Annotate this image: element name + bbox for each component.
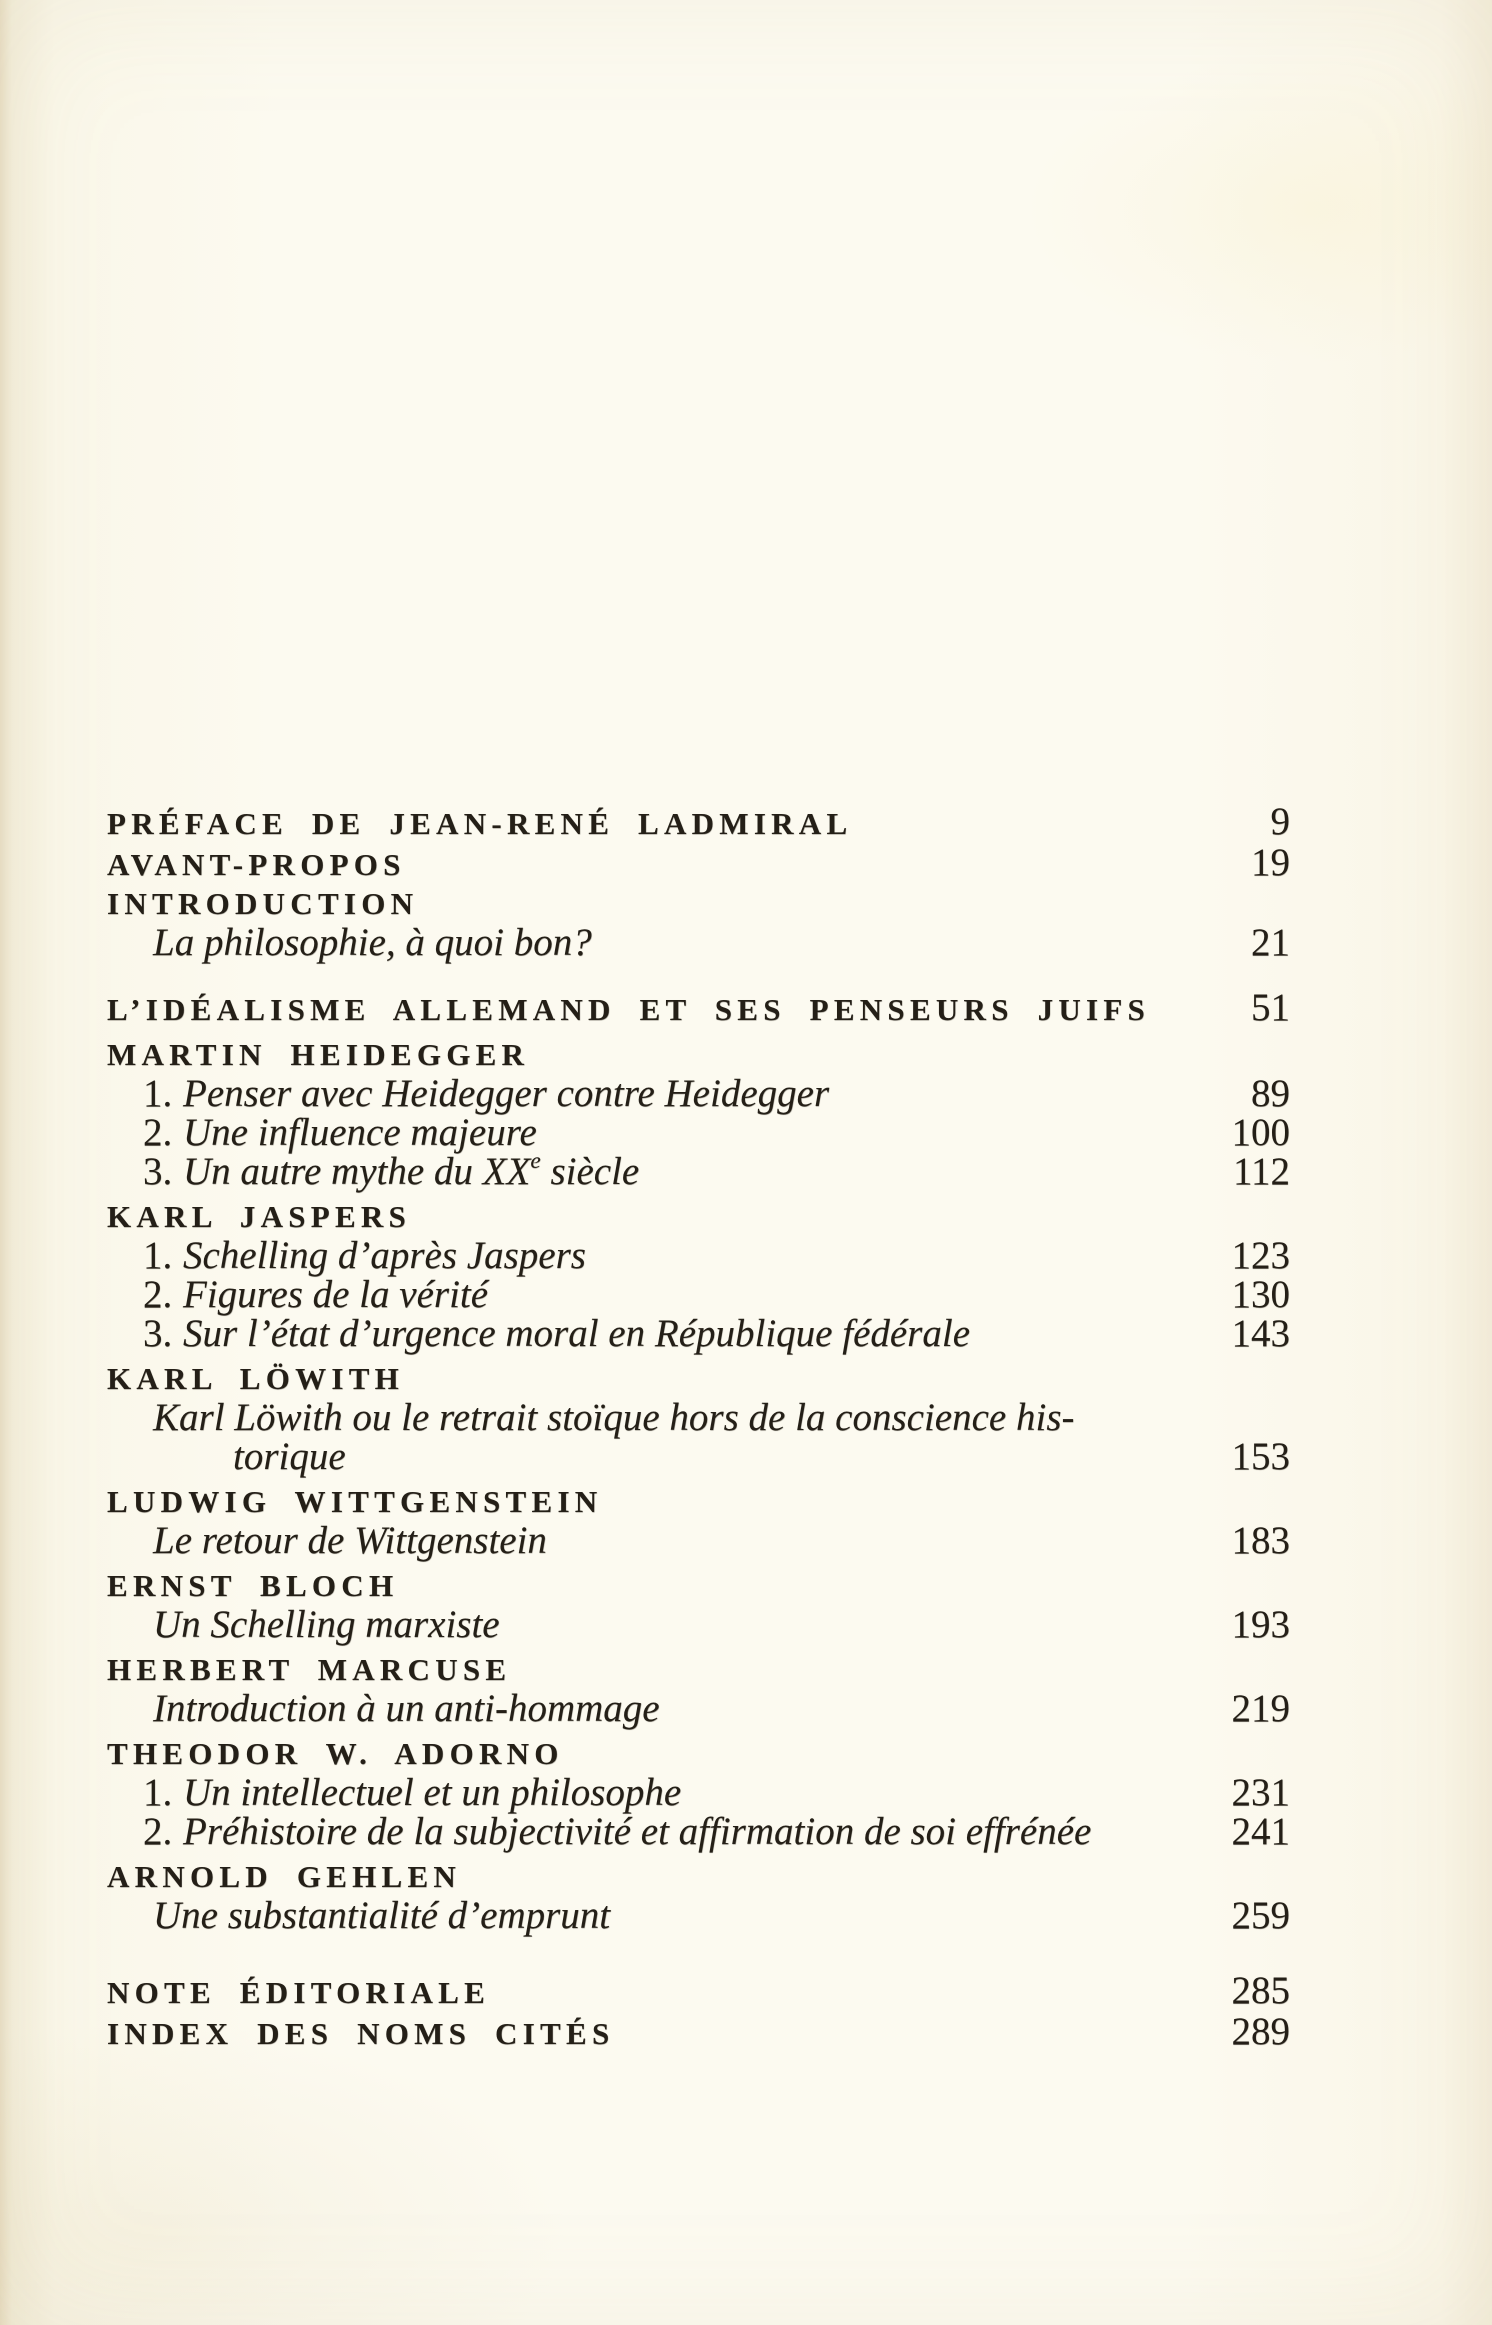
toc-entry-label-text: Une substantialité d’emprunt <box>153 1894 611 1937</box>
toc-entry <box>107 1359 1290 1398</box>
toc-entry <box>107 884 1290 923</box>
toc-entry <box>107 843 1290 884</box>
toc-entry-label-text: INTRODUCTION <box>107 886 419 921</box>
toc-entry-page-number: 112 <box>1232 1150 1290 1193</box>
toc-entry <box>107 1147 1290 1193</box>
toc-entry-page-number: 289 <box>1231 2010 1290 2053</box>
toc-entry-label-text: Karl Löwith ou le retrait stoïque hors de la conscience his- <box>153 1396 1075 1439</box>
toc-entry-label <box>107 2014 1210 2053</box>
toc-entry <box>107 1650 1290 1689</box>
toc-entry <box>107 1773 1290 1812</box>
toc-entry-label-text: NOTE ÉDITORIALE <box>107 1975 491 2010</box>
toc-entry <box>107 802 1290 843</box>
toc-entry <box>107 1113 1290 1152</box>
toc-entry-label-text: THEODOR W. ADORNO <box>107 1736 564 1771</box>
toc-entry-page-number: 193 <box>1231 1603 1290 1646</box>
toc-entry-index: 3. <box>143 1312 173 1355</box>
toc-entry-label-text: Penser avec Heidegger contre Heidegger <box>183 1072 830 1115</box>
toc-entry-index: 1. <box>143 1771 173 1814</box>
toc-entry <box>107 1689 1290 1728</box>
toc-entry-label-text: KARL JASPERS <box>107 1199 412 1234</box>
toc-entry-page-number: 285 <box>1231 1969 1290 2012</box>
toc-entry-page-number: 89 <box>1251 1072 1290 1115</box>
toc-entry-label <box>107 1566 1210 1605</box>
toc-entry-page-number: 183 <box>1231 1519 1290 1562</box>
toc-entry-label-text: Un intellectuel et un philosophe <box>183 1771 682 1814</box>
toc-entry-page-number: 51 <box>1251 986 1290 1029</box>
toc-entry <box>107 1857 1290 1896</box>
toc-entry-superscript: e <box>530 1147 541 1174</box>
toc-entry-label-text: Un Schelling marxiste <box>153 1603 500 1646</box>
toc-entry-page-number: 153 <box>1231 1435 1290 1478</box>
toc-entry-label <box>107 1973 1210 2012</box>
toc-entry-label-text: Préhistoire de la subjectivité et affirmation de soi effrénée <box>183 1810 1092 1853</box>
toc-entry <box>107 1275 1290 1314</box>
toc-entry-page-number: 219 <box>1231 1687 1290 1730</box>
toc-entry-label <box>183 1074 1210 1113</box>
toc-entry-label <box>107 1650 1210 1689</box>
toc-entry <box>107 988 1290 1029</box>
toc-entry <box>107 1035 1290 1074</box>
toc-entry-label <box>107 804 1210 843</box>
toc-entry-page-number: 19 <box>1251 841 1290 884</box>
toc-entry-page-number: 143 <box>1231 1312 1290 1355</box>
toc-entry-page-number: 231 <box>1231 1771 1290 1814</box>
toc-entry-label <box>183 1113 1210 1152</box>
toc-entry-label <box>107 1734 1210 1773</box>
toc-entry-label <box>107 1197 1210 1236</box>
toc-entry-label <box>183 1773 1210 1812</box>
toc-entry-label-text: Un autre mythe du XX <box>183 1150 531 1193</box>
toc-entry-index: 2. <box>143 1273 173 1316</box>
toc-entry-label <box>153 1689 1210 1728</box>
toc-entry-label <box>107 1482 1210 1521</box>
toc-entry-index: 2. <box>143 1810 173 1853</box>
toc-entry-label <box>183 1147 1210 1193</box>
toc-entry-label <box>153 1605 1210 1644</box>
toc-entry-label <box>183 1812 1210 1851</box>
toc-entry-page-number: 100 <box>1231 1111 1290 1154</box>
toc-entry <box>107 1566 1290 1605</box>
toc-entry <box>107 1398 1290 1437</box>
toc-entry <box>107 1734 1290 1773</box>
toc-entry-label-text: Le retour de Wittgenstein <box>153 1519 547 1562</box>
toc-entry-page-number: 21 <box>1251 921 1290 964</box>
toc-entry-label <box>107 884 1210 923</box>
toc-entry-label <box>107 845 1210 884</box>
toc-entry <box>107 1437 1290 1476</box>
toc-entry-index: 1. <box>143 1072 173 1115</box>
toc-entry-label <box>153 1398 1210 1437</box>
toc-entry-label-text: Introduction à un anti-hommage <box>153 1687 660 1730</box>
toc-entry <box>107 1971 1290 2012</box>
toc-entry <box>107 1482 1290 1521</box>
toc-entry-label-text: L’IDÉALISME ALLEMAND ET SES PENSEURS JUIFS <box>107 992 1151 1027</box>
toc-entry-label-text: ARNOLD GEHLEN <box>107 1859 462 1894</box>
toc-entry-label <box>153 1521 1210 1560</box>
toc-entry <box>107 1896 1290 1935</box>
toc-entry-label-text: torique <box>233 1435 346 1478</box>
toc-entry-label <box>107 1359 1210 1398</box>
toc-entry-index: 1. <box>143 1234 173 1277</box>
toc-entry-label <box>183 1314 1210 1353</box>
toc-entry-label-text: INDEX DES NOMS CITÉS <box>107 2016 615 2051</box>
toc-entry <box>107 1521 1290 1560</box>
toc-entry <box>107 1605 1290 1644</box>
toc-entry-label-text: ERNST BLOCH <box>107 1568 399 1603</box>
toc-entry <box>107 1074 1290 1113</box>
toc-entry <box>107 1812 1290 1851</box>
toc-entry <box>107 1236 1290 1275</box>
toc-entry-label-text: La philosophie, à quoi bon? <box>153 921 592 964</box>
toc-entry-page-number: 130 <box>1231 1273 1290 1316</box>
toc-entry-label <box>183 1275 1210 1314</box>
toc-entry-label <box>183 1236 1210 1275</box>
toc-entry-label-text: Figures de la vérité <box>183 1273 489 1316</box>
toc-entry-label-text: Sur l’état d’urgence moral en République fédérale <box>183 1312 971 1355</box>
table-of-contents <box>107 802 1290 2053</box>
toc-entry-label-text: LUDWIG WITTGENSTEIN <box>107 1484 603 1519</box>
toc-entry-page-number: 9 <box>1270 800 1290 843</box>
toc-entry-page-number: 123 <box>1231 1234 1290 1277</box>
toc-entry <box>107 1197 1290 1236</box>
toc-entry-label <box>107 1035 1210 1074</box>
toc-entry-index: 3. <box>143 1150 173 1193</box>
toc-entry-label-text-after: siècle <box>540 1150 640 1193</box>
toc-entry-label <box>153 1896 1210 1935</box>
toc-entry-label-text: HERBERT MARCUSE <box>107 1652 512 1687</box>
toc-entry-label-text: KARL LÖWITH <box>107 1361 405 1396</box>
toc-entry-label-text: Une influence majeure <box>183 1111 537 1154</box>
toc-entry-label-text: Schelling d’après Jaspers <box>183 1234 586 1277</box>
toc-entry-page-number: 259 <box>1231 1894 1290 1937</box>
toc-entry <box>107 2012 1290 2053</box>
toc-entry-label <box>107 1857 1210 1896</box>
toc-entry <box>107 923 1290 962</box>
toc-entry-label <box>233 1437 1210 1476</box>
toc-entry-label <box>153 923 1210 962</box>
toc-entry-page-number: 241 <box>1231 1810 1290 1853</box>
toc-entry <box>107 1314 1290 1353</box>
toc-entry-index: 2. <box>143 1111 173 1154</box>
toc-entry-label-text: PRÉFACE DE JEAN-RENÉ LADMIRAL <box>107 806 853 841</box>
toc-entry-label <box>107 990 1210 1029</box>
toc-entry-label-text: AVANT-PROPOS <box>107 847 406 882</box>
toc-entry-label-text: MARTIN HEIDEGGER <box>107 1037 530 1072</box>
